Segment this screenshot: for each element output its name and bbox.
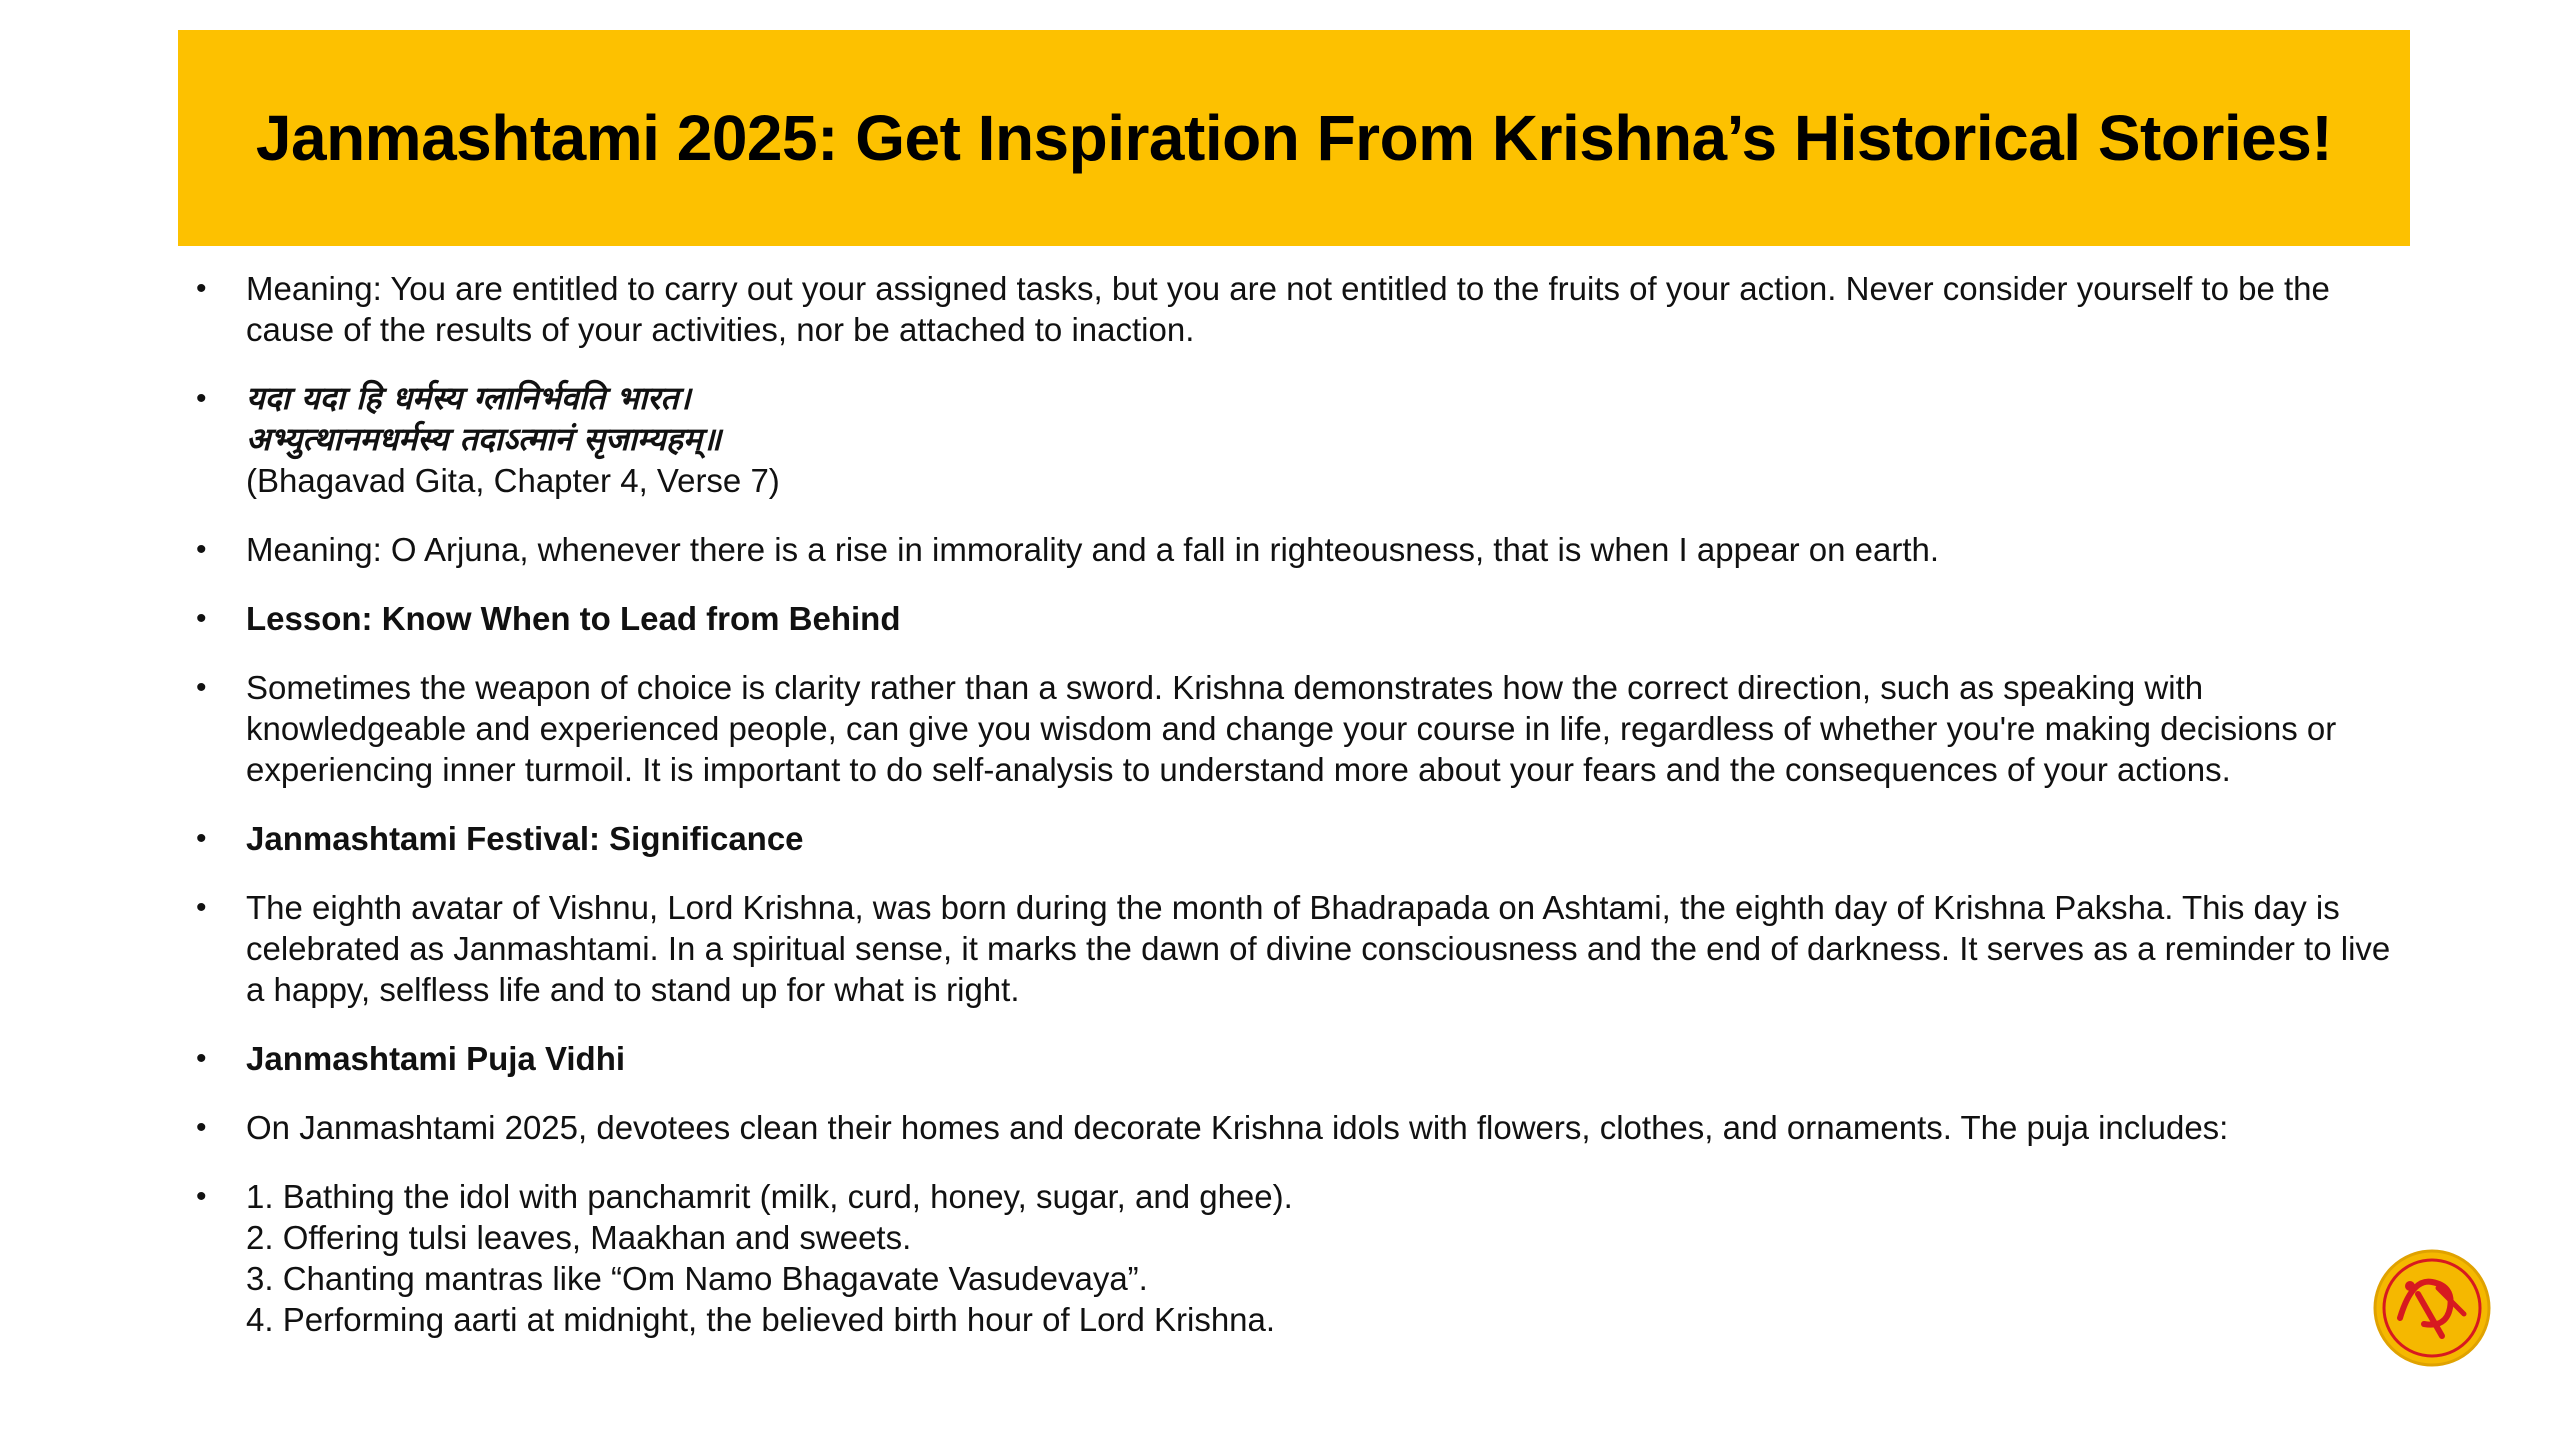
- list-item: [190, 1038, 2410, 1079]
- section-heading: Janmashtami Festival: Significance: [246, 820, 804, 857]
- puja-step: 4. Performing aarti at midnight, the believed birth hour of Lord Krishna.: [246, 1301, 1276, 1338]
- bullet-marker: •: [196, 602, 207, 635]
- list-item: [190, 667, 2410, 790]
- logo-graphic: [2372, 1248, 2492, 1368]
- list-item: [190, 529, 2410, 570]
- list-item: [190, 818, 2410, 859]
- puja-step: 3. Chanting mantras like “Om Namo Bhagavate Vasudevaya”.: [246, 1260, 1148, 1297]
- bullet-text: Sometimes the weapon of choice is clarity rather than a sword. Krishna demonstrates how the correct direction, such as speaking with knowledgeable and experienced people, can give you wisdom and change your course in life, regardless of whether you're making decisions or experiencing inner turmoil. It is important to do self-analysis to understand more about your fears and the consequences of your actions.: [246, 669, 2337, 788]
- bullet-marker: •: [196, 671, 207, 704]
- list-item: [190, 887, 2410, 1010]
- list-item: [190, 598, 2410, 639]
- bullet-marker: •: [196, 382, 207, 415]
- list-item: [190, 1107, 2410, 1148]
- list-item: [190, 378, 2410, 501]
- bullet-text: On Janmashtami 2025, devotees clean their homes and decorate Krishna idols with flowers, clothes, and ornaments. The puja includes:: [246, 1109, 2229, 1146]
- bullet-marker: •: [196, 822, 207, 855]
- bullet-marker: •: [196, 1180, 207, 1213]
- bullet-marker: •: [196, 1111, 207, 1144]
- bullet-marker: •: [196, 272, 207, 305]
- verse-citation: (Bhagavad Gita, Chapter 4, Verse 7): [246, 462, 780, 499]
- list-item: [190, 268, 2410, 350]
- bullet-text: Meaning: You are entitled to carry out your assigned tasks, but you are not entitled to the fruits of your action. Never consider yourself to be the cause of the results of your activities, nor be attached to inaction.: [246, 270, 2330, 348]
- bullet-text: Meaning: O Arjuna, whenever there is a rise in immorality and a fall in righteousness, that is when I appear on earth.: [246, 531, 1940, 568]
- page-title: Janmashtami 2025: Get Inspiration From Krishna’s Historical Stories!: [255, 102, 2333, 174]
- bullet-marker: •: [196, 891, 207, 924]
- bullet-marker: •: [196, 1042, 207, 1075]
- puja-step: 2. Offering tulsi leaves, Maakhan and sweets.: [246, 1219, 912, 1256]
- section-heading: Lesson: Know When to Lead from Behind: [246, 600, 901, 637]
- title-banner: [178, 30, 2410, 246]
- list-item: [190, 1176, 2410, 1340]
- bullet-text: The eighth avatar of Vishnu, Lord Krishna, was born during the month of Bhadrapada on Ashtami, the eighth day of Krishna Paksha. This day is celebrated as Janmashtami. In a spiritual sense, it marks the dawn of divine consciousness and the end of darkness. It serves as a reminder to live a happy, selfless life and to stand up for what is right.: [246, 889, 2391, 1008]
- sanskrit-verse-line: अभ्युत्थानमधर्मस्य तदाऽत्मानं सृजाम्यहम्॥: [246, 420, 722, 458]
- bullet-list: [190, 268, 2410, 1368]
- puja-steps: [246, 1176, 2410, 1340]
- sanskrit-verse-line: यदा यदा हि धर्मस्य ग्लानिर्भवति भारत।: [246, 379, 691, 417]
- section-heading: Janmashtami Puja Vidhi: [246, 1040, 626, 1077]
- verse-block: [246, 378, 2410, 501]
- brand-logo-icon: [2372, 1248, 2492, 1368]
- bullet-marker: •: [196, 533, 207, 566]
- puja-step: 1. Bathing the idol with panchamrit (milk, curd, honey, sugar, and ghee).: [246, 1178, 1293, 1215]
